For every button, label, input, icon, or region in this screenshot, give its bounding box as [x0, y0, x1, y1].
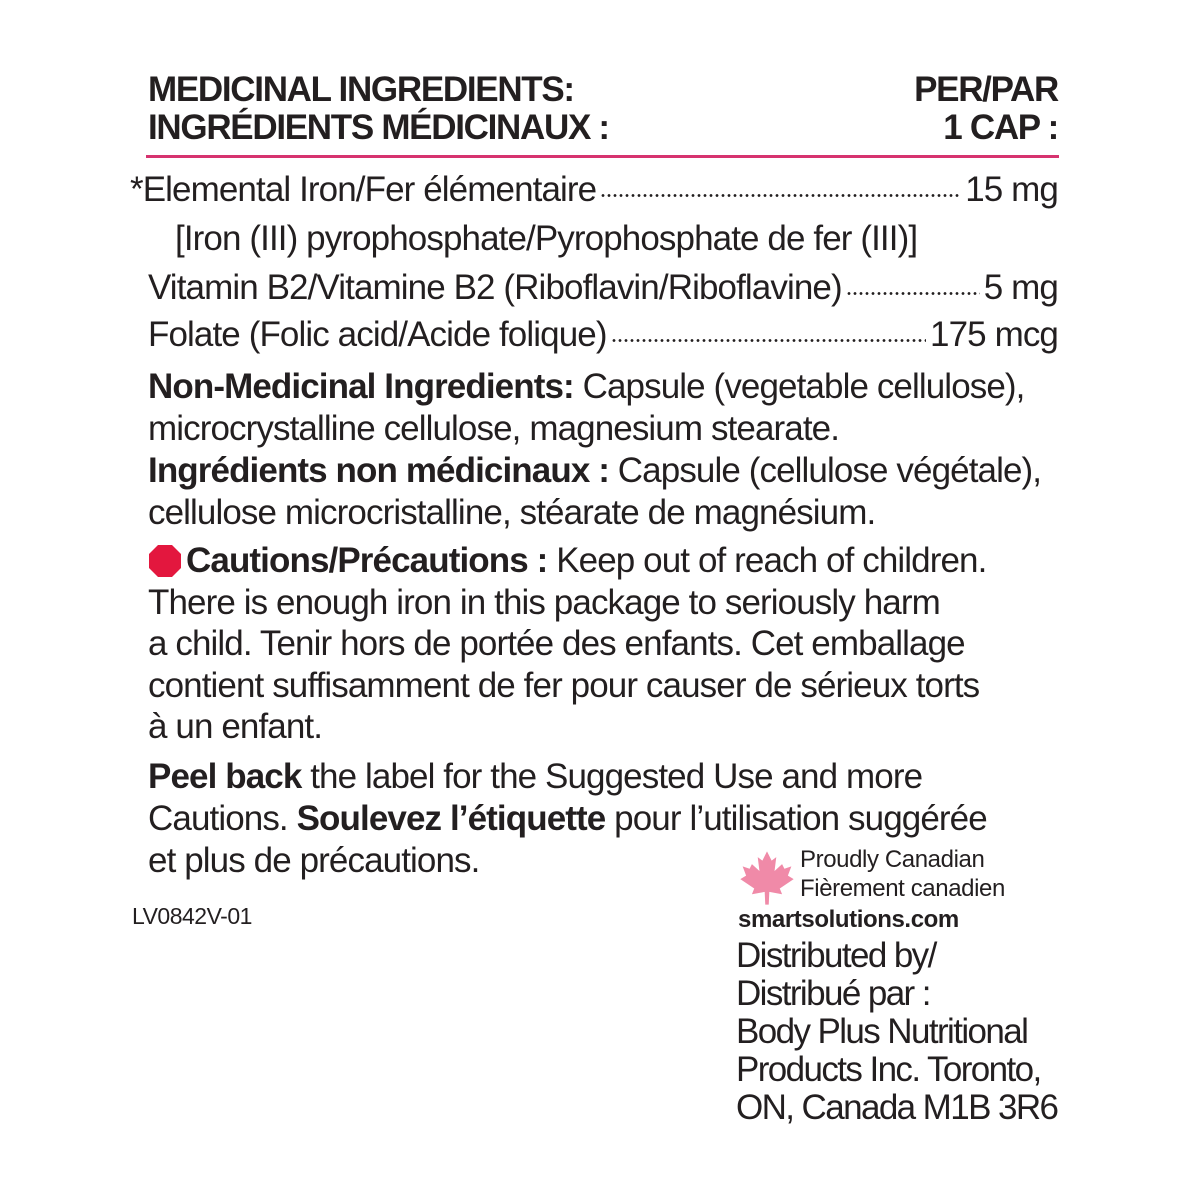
ingredient-name: *Elemental Iron/Fer élémentaire: [130, 170, 597, 209]
cautions-text-2: There is enough iron in this package to seriously harm: [148, 582, 940, 622]
cautions-text-3: a child. Tenir hors de portée des enfants. Cet emballage: [148, 624, 965, 663]
cautions-text-4: contient suffisamment de fer pour causer de sérieux torts: [148, 665, 980, 705]
stop-sign-icon: [148, 544, 182, 578]
soulevez-bold: Soulevez l’étiquette: [296, 799, 606, 838]
ingredient-row-iron: [130, 168, 1058, 212]
distributor-line-2: Distribué par :: [736, 974, 930, 1013]
ingredient-amount: 5 mg: [983, 268, 1058, 307]
non-medicinal-text-fr-2: cellulose microcristalline, stéarate de magnésium.: [148, 493, 876, 532]
distributor-line-3: Body Plus Nutritional: [736, 1012, 1028, 1051]
cautions-section: [148, 540, 1068, 748]
ingredient-amount: 175 mcg: [930, 315, 1058, 354]
distributor-line-1: Distributed by/: [736, 936, 936, 975]
ingredient-row-folate: [148, 313, 1058, 357]
proudly-canadian-block: [738, 845, 1005, 934]
peel-back-bold: Peel back: [148, 757, 302, 796]
dot-leader: [846, 269, 980, 299]
header-per-en: PER/PAR: [914, 70, 1058, 109]
website-link[interactable]: smartsolutions.com: [738, 906, 959, 933]
ingredient-name: Vitamin B2/Vitamine B2 (Riboflavin/Riboflavine): [148, 268, 842, 307]
header-title-fr: INGRÉDIENTS MÉDICINAUX :: [148, 108, 609, 147]
proudly-canadian-fr: Fièrement canadien: [800, 875, 1005, 902]
peel-back-text-4: et plus de précautions.: [148, 841, 480, 880]
proudly-canadian-en: Proudly Canadian: [800, 846, 985, 873]
non-medicinal-text-fr: Capsule (cellulose végétale),: [608, 451, 1042, 490]
header-row-en: [148, 70, 1058, 110]
header-title-en: MEDICINAL INGREDIENTS:: [148, 70, 574, 109]
distributor-line-5: ON, Canada M1B 3R6: [736, 1088, 1058, 1127]
ingredient-name: Folate (Folic acid/Acide folique): [148, 315, 607, 354]
cautions-label: Cautions/Précautions :: [186, 541, 548, 580]
dot-leader: [611, 316, 926, 346]
cautions-text-1: Keep out of reach of children.: [547, 541, 987, 580]
non-medicinal-text-en: Capsule (vegetable cellulose),: [573, 367, 1025, 406]
peel-back-text-1: the label for the Suggested Use and more: [301, 757, 923, 796]
dot-leader: [600, 171, 961, 201]
header-divider: [146, 155, 1059, 158]
distributor-line-4: Products Inc. Toronto,: [736, 1050, 1041, 1089]
cautions-text-5: à un enfant.: [148, 707, 323, 746]
ingredient-row-b2: [148, 266, 1058, 310]
non-medicinal-text-en-2: microcrystalline cellulose, magnesium stearate.: [148, 409, 840, 448]
ingredient-amount: 15 mg: [965, 170, 1058, 209]
header-per-fr: 1 CAP :: [943, 108, 1058, 147]
distributor-block: [736, 937, 1057, 1127]
header-row-fr: [148, 108, 1058, 148]
ingredient-note: [Iron (III) pyrophosphate/Pyrophosphate de fer (III)]: [175, 219, 918, 258]
maple-leaf-icon: [738, 849, 796, 907]
peel-back-text-2: Cautions.: [148, 799, 297, 838]
non-medicinal-label-en: Non-Medicinal Ingredients:: [148, 367, 574, 406]
peel-back-text-3: pour l’utilisation suggérée: [605, 799, 987, 838]
non-medicinal-label-fr: Ingrédients non médicinaux :: [148, 451, 609, 490]
non-medicinal-ingredients: [148, 366, 1068, 534]
label-code: LV0842V-01: [132, 903, 252, 929]
